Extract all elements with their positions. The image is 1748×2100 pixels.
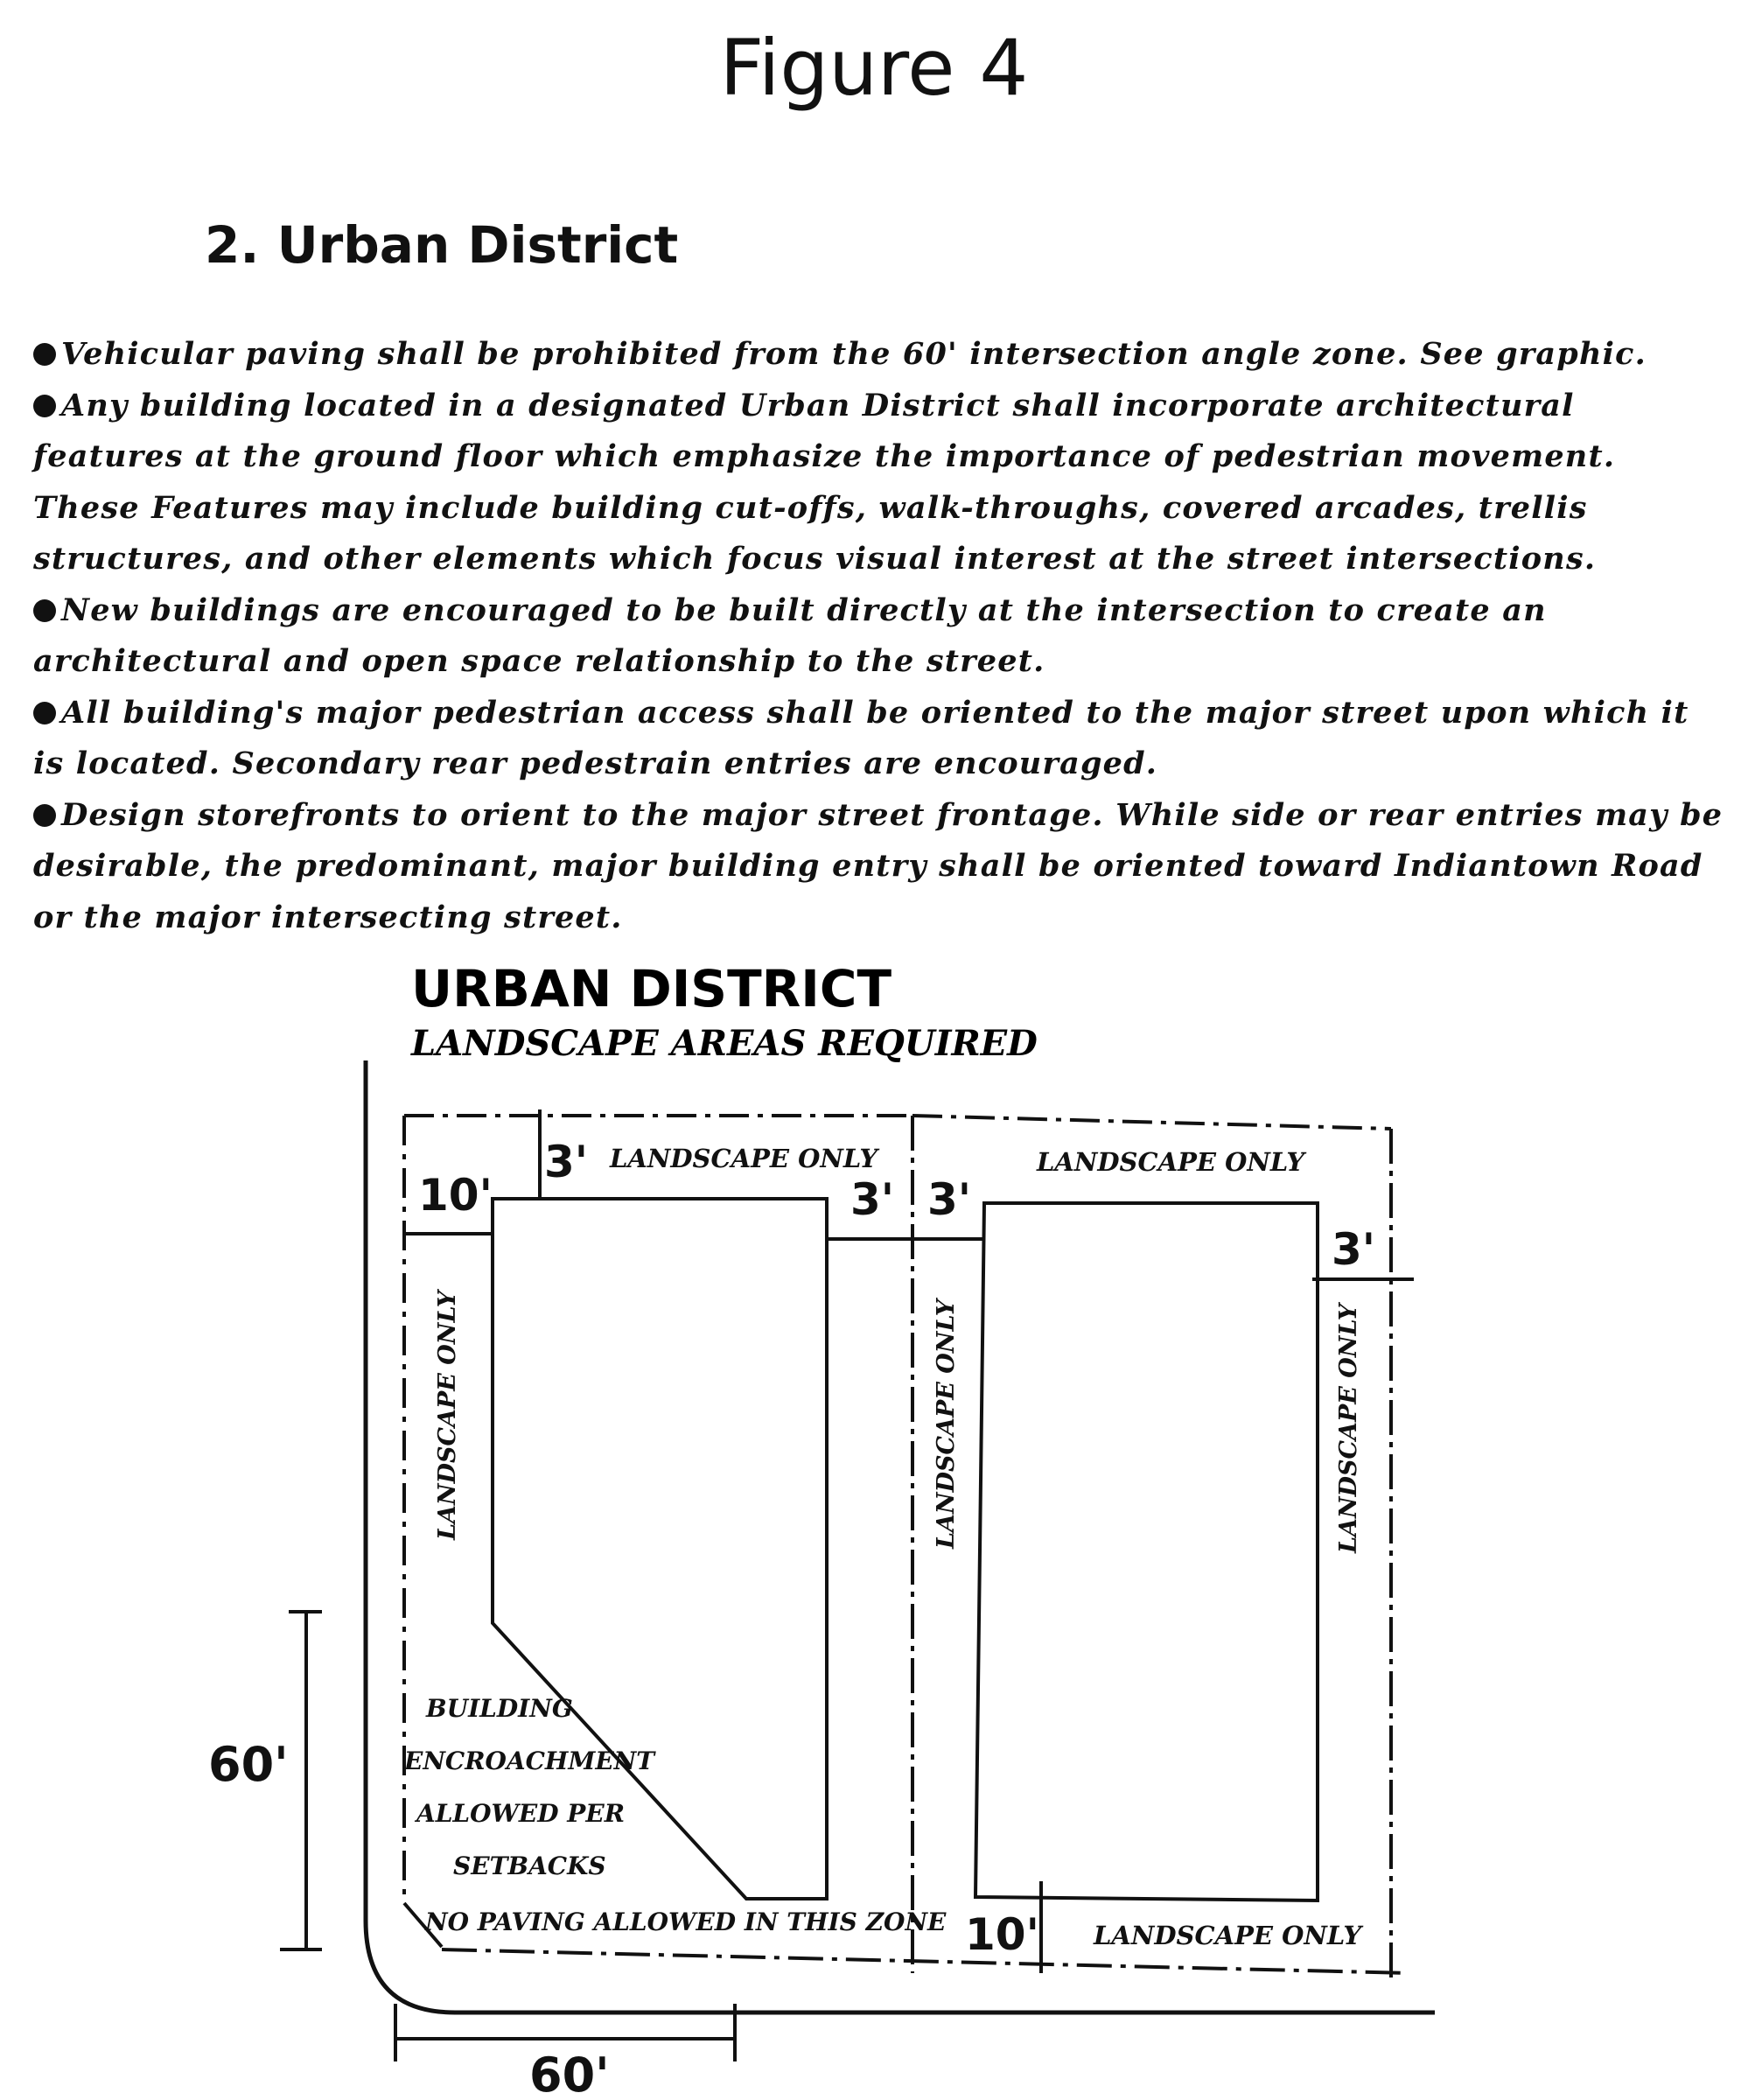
left-building-footprint <box>493 1199 827 1899</box>
label-encroachment-line-3: ALLOWED PER <box>416 1799 625 1828</box>
dim-label-60-horizontal: 60' <box>529 2048 610 2100</box>
guideline-text: Any building located in a designated Urban District shall incorporate architectural features at the ground floor which emphasize the importance of pedestrian movement. These Features may include building cut-offs, walk-throughs, covered arcades, trellis structures, and other elements which focus visual interest at the street intersections. <box>33 387 1616 577</box>
guideline-text: Vehicular paving shall be prohibited from the 60' intersection angle zone. See graphic. <box>61 336 1647 372</box>
label-encroachment-line-1: BUILDING <box>426 1694 573 1723</box>
label-landscape-only-right-side: LANDSCAPE ONLY <box>1335 1304 1362 1553</box>
bottom-lot-boundary <box>442 1950 1409 1973</box>
label-landscape-only-right-top: LANDSCAPE ONLY <box>1037 1147 1305 1177</box>
guideline-text: Design storefronts to orient to the major street frontage. While side or rear entries may be desirable, the predominant, major building entry shall be oriented toward Indiantown Road or the major intersecting street. <box>33 796 1724 935</box>
diagram-title: URBAN DISTRICT <box>411 959 892 1018</box>
diagram-subtitle: LANDSCAPE AREAS REQUIRED <box>411 1023 1038 1064</box>
label-landscape-only-bottom-right: LANDSCAPE ONLY <box>1094 1921 1362 1950</box>
label-encroachment-line-2: ENCROACHMENT <box>404 1746 655 1775</box>
dim-label-3-left-lot-right: 3' <box>850 1174 895 1225</box>
label-landscape-only-middle-side: LANDSCAPE ONLY <box>933 1299 960 1549</box>
label-no-paving-zone: NO PAVING ALLOWED IN THIS ZONE <box>425 1908 947 1936</box>
dim-label-3-top-left: 3' <box>544 1137 589 1187</box>
top-lot-boundary-right <box>912 1116 1391 1129</box>
guideline-text: New buildings are encouraged to be built directly at the intersection to create an architectural and open space relationship to the street. <box>33 592 1547 679</box>
dim-label-10-top: 10' <box>418 1170 493 1221</box>
label-landscape-only-left-top: LANDSCAPE ONLY <box>610 1144 878 1173</box>
figure-title: Figure 4 <box>719 23 1029 113</box>
dim-label-60-vertical: 60' <box>208 1737 289 1792</box>
section-title: 2. Urban District <box>205 215 679 275</box>
label-landscape-only-left-side: LANDSCAPE ONLY <box>434 1291 461 1540</box>
label-encroachment-line-4: SETBACKS <box>453 1852 606 1880</box>
right-building-footprint <box>975 1203 1318 1900</box>
guideline-text: All building's major pedestrian access shall be oriented to the major street upon which it is located. Secondary rear pedestrain entries are encouraged. <box>33 694 1689 781</box>
dim-label-3-right-lot-left: 3' <box>927 1174 972 1225</box>
dim-label-10-bottom: 10' <box>965 1909 1039 1960</box>
dim-label-3-right-lot-right: 3' <box>1332 1224 1376 1275</box>
